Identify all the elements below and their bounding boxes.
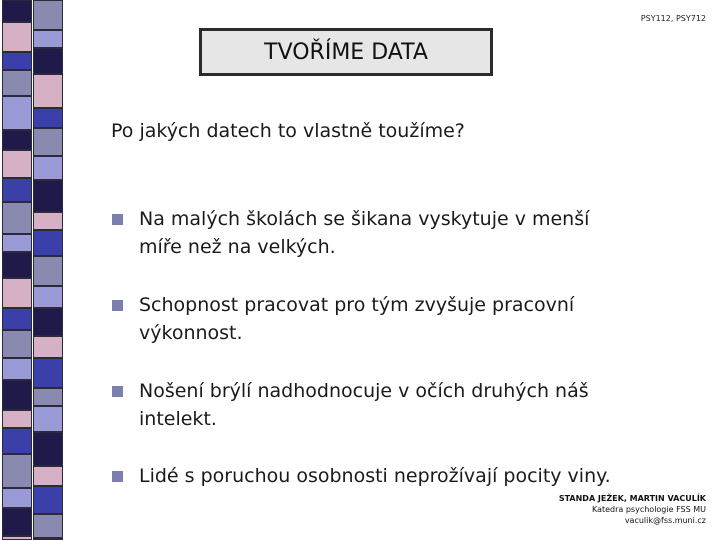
bullet-item [111, 462, 691, 490]
stripe-block [33, 466, 63, 486]
square-bullet-icon [112, 471, 123, 482]
stripe-block [33, 514, 63, 538]
slide-footer [559, 493, 706, 526]
stripe-block [33, 30, 63, 48]
stripe-block [2, 410, 32, 428]
stripe-block [2, 252, 32, 278]
stripe-block [2, 52, 32, 70]
stripe-block [33, 0, 63, 30]
stripe-block [33, 308, 63, 336]
stripe-block [33, 230, 63, 256]
bullet-text-line1: Na malých školách se šikana vyskytuje v menší [139, 208, 590, 230]
footer-email: vaculik@fss.muni.cz [624, 516, 706, 525]
stripe-block [33, 48, 63, 74]
stripe-block [33, 406, 63, 432]
stripe-block [2, 22, 32, 52]
bullet-text-line2: výkonnost. [139, 322, 243, 344]
stripe-block [33, 180, 63, 212]
stripe-block [2, 234, 32, 252]
stripe-block [2, 488, 32, 508]
stripe-block [2, 178, 32, 202]
stripe-block [33, 336, 63, 358]
stripe-block [2, 0, 32, 22]
bullet-text-line1: Lidé s poruchou osobnosti neprožívají pocity viny. [139, 465, 611, 487]
course-codes: PSY112, PSY712 [640, 14, 706, 23]
footer-department: Katedra psychologie FSS MU [591, 505, 706, 514]
slide-title: TVOŘÍME DATA [264, 39, 428, 65]
square-bullet-icon [112, 300, 123, 311]
stripe-block [33, 256, 63, 286]
stripe-block [33, 358, 63, 388]
stripe-block [33, 432, 63, 466]
stripe-block [33, 212, 63, 230]
stripe-block [2, 380, 32, 410]
square-bullet-icon [112, 386, 123, 397]
bullet-item [111, 377, 691, 433]
square-bullet-icon [112, 214, 123, 225]
bullet-text-line2: míře než na velkých. [139, 236, 336, 258]
stripe-block [2, 358, 32, 380]
stripe-block [2, 508, 32, 536]
bullet-item [111, 205, 691, 261]
bullet-text-line1: Nošení brýlí nadhodnocuje v očích druhých náš [139, 380, 589, 402]
slide-question: Po jakých datech to vlastně toužíme? [111, 120, 465, 142]
stripe-block [2, 150, 32, 178]
stripe-block [2, 454, 32, 488]
stripe-block [2, 130, 32, 150]
stripe-block [33, 486, 63, 514]
decorative-stripe [0, 0, 64, 540]
stripe-block [2, 278, 32, 308]
stripe-block [2, 330, 32, 358]
stripe-block [2, 96, 32, 130]
bullet-text-line2: intelekt. [139, 408, 217, 430]
bullet-item [111, 291, 691, 347]
slide-title-box [199, 28, 493, 76]
stripe-block [2, 428, 32, 454]
bullet-text-line1: Schopnost pracovat pro tým zvyšuje pracovní [139, 294, 575, 316]
stripe-block [2, 70, 32, 96]
stripe-block [33, 156, 63, 180]
footer-authors: STANDA JEŽEK, MARTIN VACULÍK [558, 494, 706, 503]
stripe-block [33, 108, 63, 128]
stripe-block [33, 74, 63, 108]
stripe-block [33, 388, 63, 406]
stripe-block [2, 202, 32, 234]
stripe-block [2, 308, 32, 330]
stripe-block [33, 286, 63, 308]
stripe-block [33, 128, 63, 156]
stripe-block [2, 536, 32, 540]
